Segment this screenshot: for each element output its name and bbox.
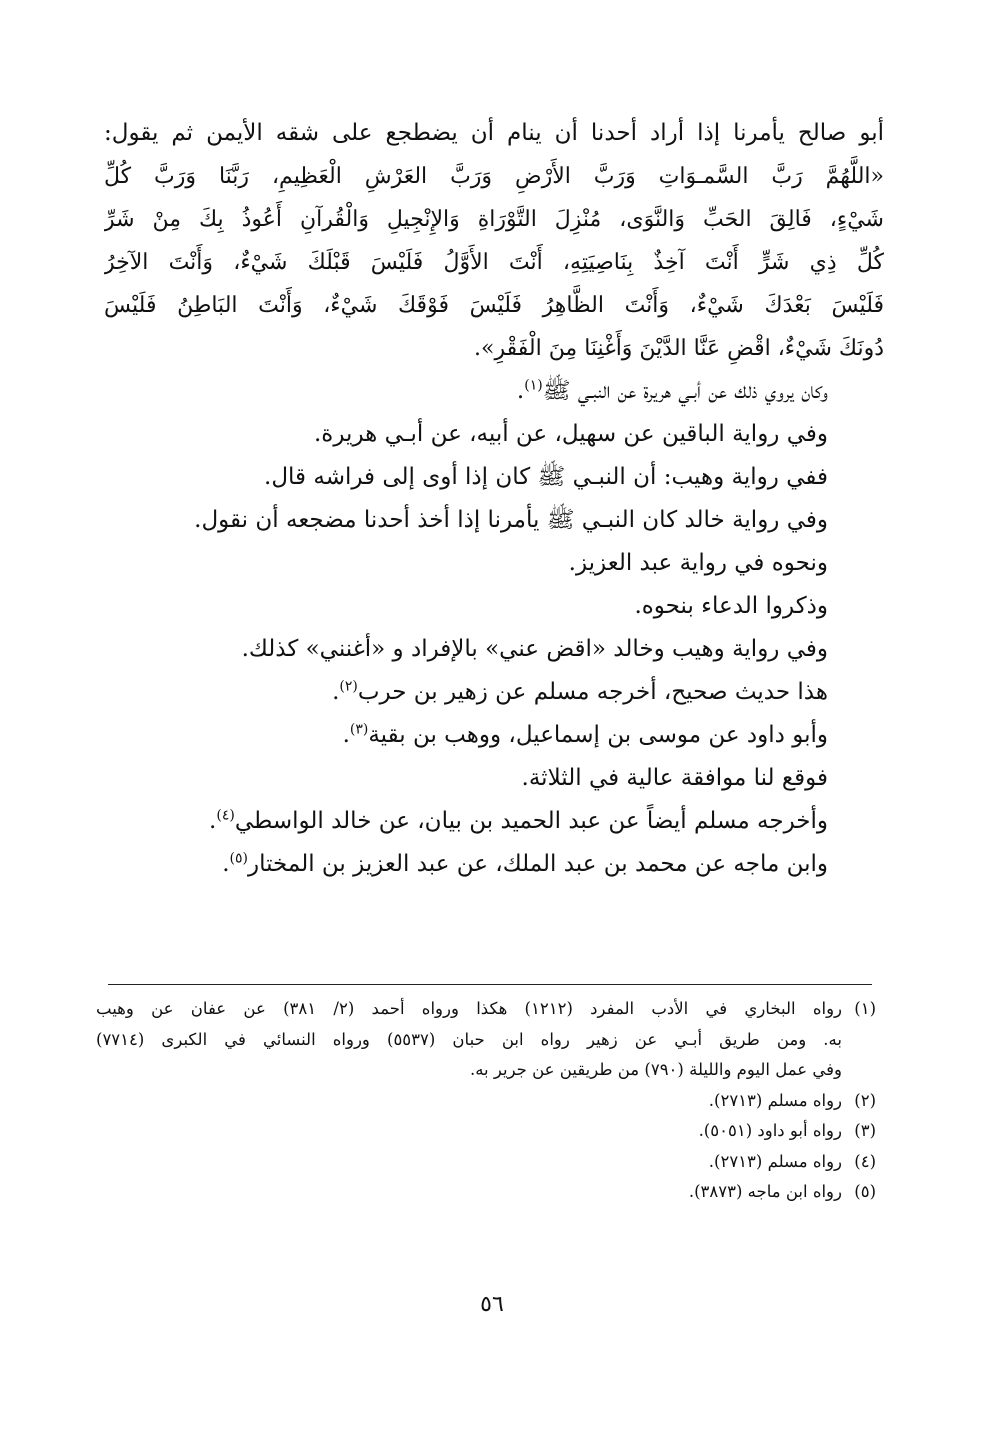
footnote-text: رواه مسلم (٢٧١٣). [708,1151,842,1171]
text-line-content: وابن ماجه عن محمد بن عبد الملك، عن عبد العزيز بن المختار [248,851,828,877]
text-line: ونحوه في رواية عبد العزيز. [568,550,828,576]
text-line: وفي رواية الباقين عن سهيل، عن أبيه، عن أبـي هريرة. [313,421,828,447]
page-number: ٥٦ [480,1292,504,1317]
sentence-end: . [209,808,217,834]
footnote-text: رواه مسلم (٢٧١٣). [708,1090,842,1110]
text-line: فوقع لنا موافقة عالية في الثلاثة. [521,765,828,791]
footnote-1 [96,994,876,1025]
text-line [104,714,884,757]
text-line-content: وكان يروي ذلك عن أبـي هريرة عن النبـي ﷺ [542,378,828,404]
main-text [104,112,884,886]
text-line: وذكروا الدعاء بنحوه. [634,593,828,619]
footnote-5 [96,1177,876,1208]
footnote-1-continuation: وفي عمل اليوم والليلة (٧٩٠) من طريقين عن جرير به. [469,1060,842,1079]
footnote-3 [96,1116,876,1147]
text-line-content: هذا حديث صحيح، أخرجه مسلم عن زهير بن حرب [357,679,828,705]
footnote-text: رواه أبو داود (٥٠٥١). [698,1121,842,1140]
footnote-number: (٤) [854,1151,876,1171]
footnote-ref[interactable]: (١) [524,377,543,394]
footnote-text: رواه البخاري في الأدب المفرد (١٢١٢) هكذا ورواه أحمد (٢/ ٣٨١) عن عفان عن وهيب [96,999,843,1018]
footnote-separator [108,984,872,985]
dua-line: دُونَكَ شَيْءٌ، اقْضِ عَنَّا الدَّيْنَ وَأَغْنِنَا مِنَ الْفَقْرِ». [474,336,884,361]
footnote-number: (١) [854,999,876,1018]
footnote-number: (٣) [854,1121,876,1140]
dua-line: «اللَّهُمَّ رَبَّ السَّمـوَاتِ وَرَبَّ الأَرْضِ وَرَبَّ العَرْشِ الْعَظِيمِ، رَبَّنَا وَرَبَّ كُلِّ [104,164,884,189]
text-line: وفي رواية خالد كان النبـي ﷺ يأمرنا إذا أخذ أحدنا مضجعه أن نقول. [194,507,828,533]
footnote-ref[interactable]: (٤) [216,807,235,824]
text-line: ففي رواية وهيب: أن النبـي ﷺ كان إذا أوى إلى فراشه قال. [264,464,828,490]
sentence-end: . [332,679,340,705]
text-line: وفي رواية وهيب وخالد «اقض عني» بالإفراد و «أغنني» كذلك. [241,636,828,662]
dua-line: فَلَيْسَ بَعْدَكَ شَيْءٌ، وَأَنْتَ الظَّاهِرُ فَلَيْسَ فَوْقَكَ شَيْءٌ، وَأَنْتَ البَاطِنُ فَلَيْسَ [104,293,884,318]
footnote-ref[interactable]: (٢) [339,678,358,695]
footnote-1-continuation: به. ومن طريق أبـي عن زهير رواه ابن حبان (٥٥٣٧) ورواه النسائي في الكبرى (٧٧١٤) [96,1029,842,1049]
text-line [104,843,884,886]
text-line-content: وأخرجه مسلم أيضاً عن عبد الحميد بن بيان، عن خالد الواسطي [234,808,828,834]
sentence-end: . [516,378,525,404]
dua-line: شَيْءٍ، فَالِقَ الحَبِّ وَالنَّوَى، مُنْزِلَ التَّوْرَاةِ وَالإِنْجِيلِ وَالْقُرآنِ أَعُوذُ بِكَ مِنْ شَرِّ [104,207,884,232]
footnote-ref[interactable]: (٥) [229,850,248,867]
text-line: أبو صالح يأمرنا إذا أراد أحدنا أن ينام أن يضطجع على شقه الأيمن ثم يقول: [104,120,884,146]
footnote-4 [96,1147,876,1178]
text-line [104,800,884,843]
footnote-number: (٥) [854,1182,876,1201]
sentence-end: . [222,851,230,877]
text-line-content: وأبو داود عن موسى بن إسماعيل، ووهب بن بقية [368,722,828,748]
footnotes [96,994,876,1208]
footnote-ref[interactable]: (٣) [349,721,369,738]
text-line [104,370,884,413]
footnote-text: رواه ابن ماجه (٣٨٧٣). [688,1182,842,1201]
footnote-number: (٢) [854,1090,876,1110]
text-line [104,671,884,714]
sentence-end: . [342,722,350,748]
footnote-2 [96,1086,876,1117]
dua-line: كُلِّ ذِي شَرٍّ أَنْتَ آخِذٌ بِنَاصِيَتِهِ، أَنْتَ الأَوَّلُ فَلَيْسَ قَبْلَكَ شَيْءٌ، وَأَنْتَ الآخِرُ [104,250,884,275]
